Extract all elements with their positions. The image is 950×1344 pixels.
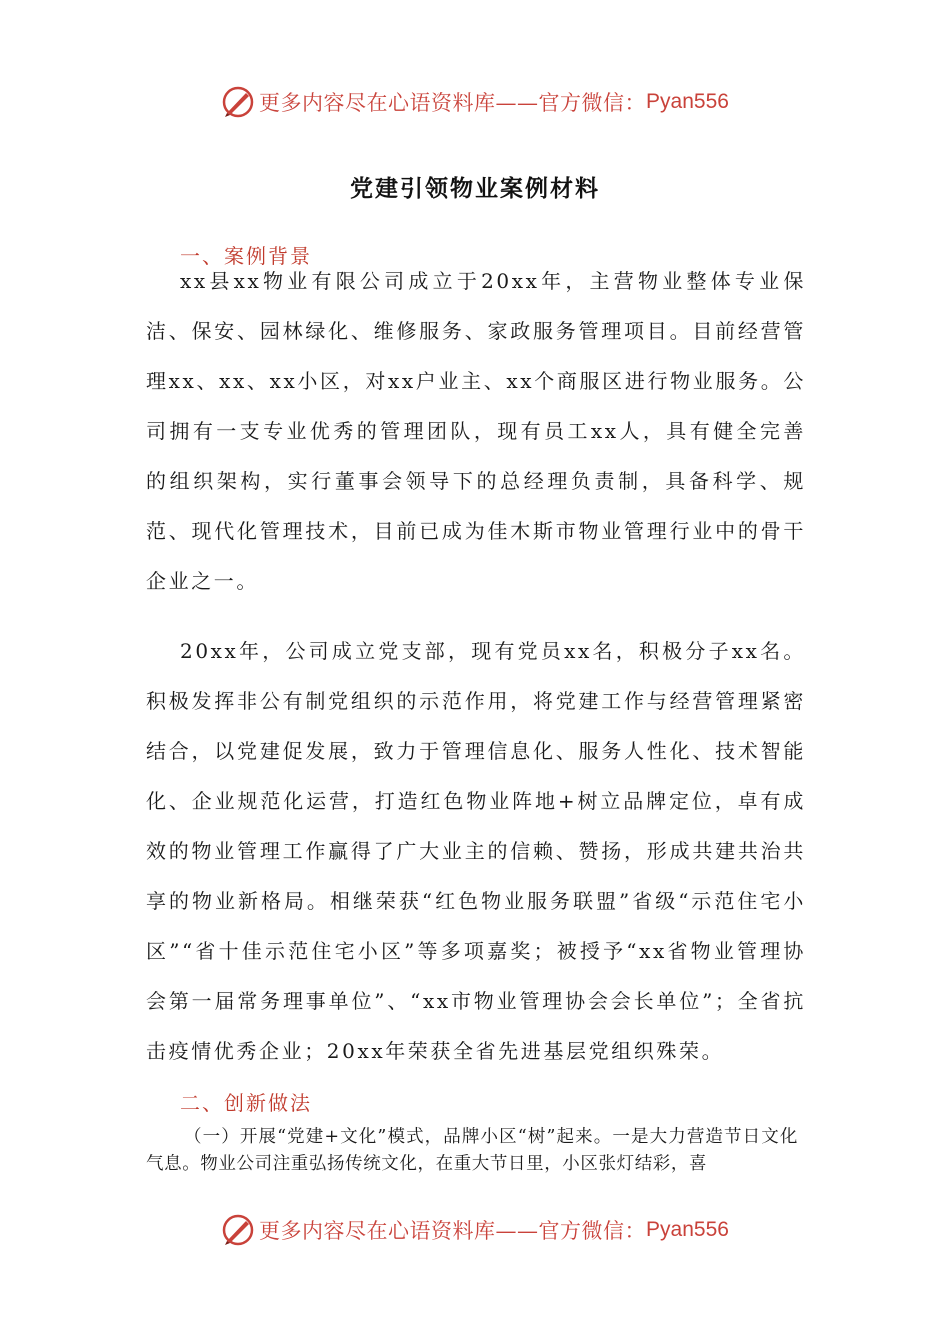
watermark-text: 更多内容尽在心语资料库——官方微信： — [259, 1219, 647, 1243]
watermark-wechat-id: Pyan556 — [646, 1218, 729, 1241]
section-heading-background: 一、案例背景 — [180, 244, 312, 268]
watermark-wechat-id: Pyan556 — [646, 90, 729, 113]
paragraph-party-culture: （一）开展“党建+文化”模式，品牌小区“树”起来。一是大力营造节日文化气息。物业公司注重弘扬传统文化，在重大节日里，小区张灯结彩，喜 — [146, 1127, 798, 1174]
paragraph-company-intro: xx县xx物业有限公司成立于20xx年，主营物业整体专业保洁、保安、园林绿化、维修服务、家政服务管理项目。目前经营管理xx、xx、xx小区，对xx户业主、xx个商服区进行物业服务。公司拥有一支专业优秀的管理团队，现有员工xx人，具有健全完善的组织架构，实行董事会领导下的总经理负责制，具备科学、规范、现代化管理技术，目前已成为佳木斯市物业管理行业中的骨干企业之一。 — [146, 269, 806, 593]
paragraph-party-branch: 20xx年，公司成立党支部，现有党员xx名，积极分子xx名。积极发挥非公有制党组织的示范作用，将党建工作与经营管理紧密结合，以党建促发展，致力于管理信息化、服务人性化、技术智能化、企业规范化运营，打造红色物业阵地+树立品牌定位，卓有成效的物业管理工作赢得了广大业主的信赖、赞扬，形成共建共治共享的物业新格局。相继荣获“红色物业服务联盟”省级“示范住宅小区”“省十佳示范住宅小区”等多项嘉奖；被授予“xx省物业管理协会第一届常务理事单位”、“xx市物业管理协会会长单位”；全省抗击疫情优秀企业；20xx年荣获全省先进基层党组织殊荣。 — [146, 639, 806, 1063]
document-title: 党建引领物业案例材料 — [350, 176, 600, 202]
watermark-text: 更多内容尽在心语资料库——官方微信： — [259, 91, 647, 115]
watermark-banner-bottom — [0, 1210, 950, 1250]
pen-logo-icon — [221, 85, 255, 119]
watermark-banner-top — [0, 82, 950, 122]
pen-logo-icon — [221, 1213, 255, 1247]
section-heading-innovation: 二、创新做法 — [180, 1091, 312, 1115]
